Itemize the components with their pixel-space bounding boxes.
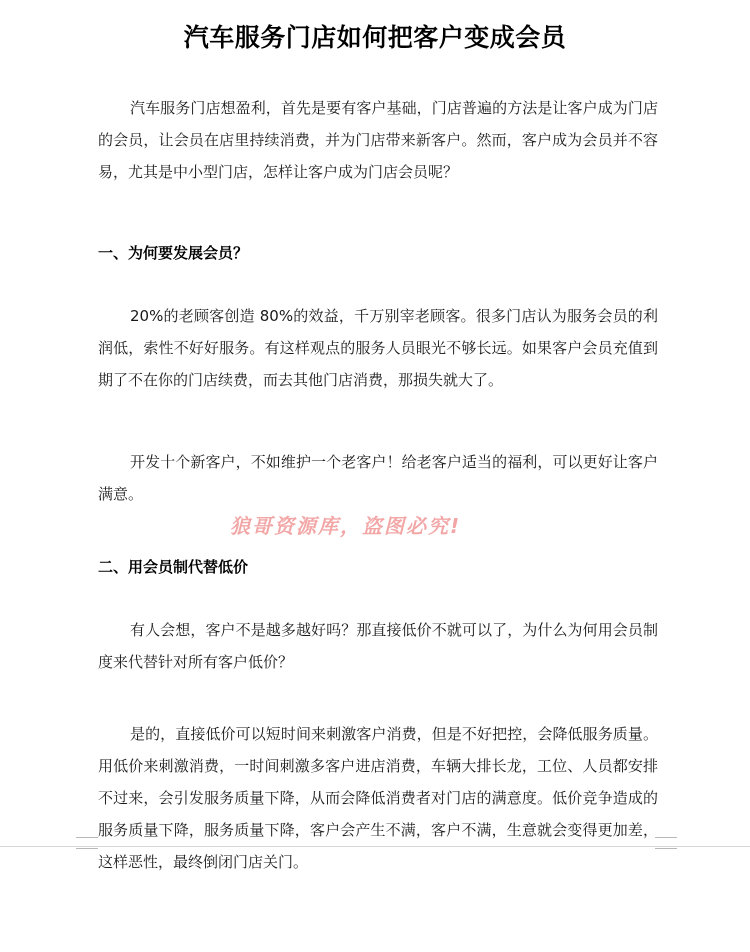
- section-2-paragraph-1: 有人会想，客户不是越多越好吗？那直接低价不就可以了，为什么为何用会员制度来代替针对所有客户低价？: [98, 621, 658, 671]
- intro-paragraph: 汽车服务门店想盈利，首先是要有客户基础，门店普遍的方法是让客户成为门店的会员，让会员在店里持续消费，并为门店带来新客户。然而，客户成为会员并不容易，尤其是中小型门店，怎样让客户成为门店会员呢？: [98, 99, 658, 181]
- section-1-heading: 一、为何要发展会员？: [98, 244, 249, 262]
- page-break-divider: [0, 846, 750, 847]
- section-2-heading: 二、用会员制代替低价: [98, 558, 249, 576]
- section-2-paragraph-2: 是的，直接低价可以短时间来刺激客户消费，但是不好把控，会降低服务质量。用低价来刺激消费，一时间刺激多客户进店消费，车辆大排长龙，工位、人员都安排不过来，会引发服务质量下降，从而会降低消费者对门店的满意度。低价竞争造成的服务质量下降，服务质量下降，客户会产生不满，客户不满，生意就会变得更加差，这样恶性，最终倒闭门店关门。: [98, 725, 658, 871]
- page-corner-mark-left: [76, 837, 98, 849]
- page-corner-mark-right: [655, 837, 677, 849]
- section-1-paragraph-2: 开发十个新客户，不如维护一个老客户！给老客户适当的福利，可以更好让客户满意。: [98, 453, 658, 503]
- watermark-text: 狼哥资源库，盗图必究!: [230, 514, 462, 538]
- section-1-paragraph-1: 20%的老顾客创造 80%的效益，千万别宰老顾客。很多门店认为服务会员的利润低，索性不好好服务。有这样观点的服务人员眼光不够长远。如果客户会员充值到期了不在你的门店续费，而去其他门店消费，那损失就大了。: [98, 307, 658, 389]
- document-title: 汽车服务门店如何把客户变成会员: [183, 23, 567, 52]
